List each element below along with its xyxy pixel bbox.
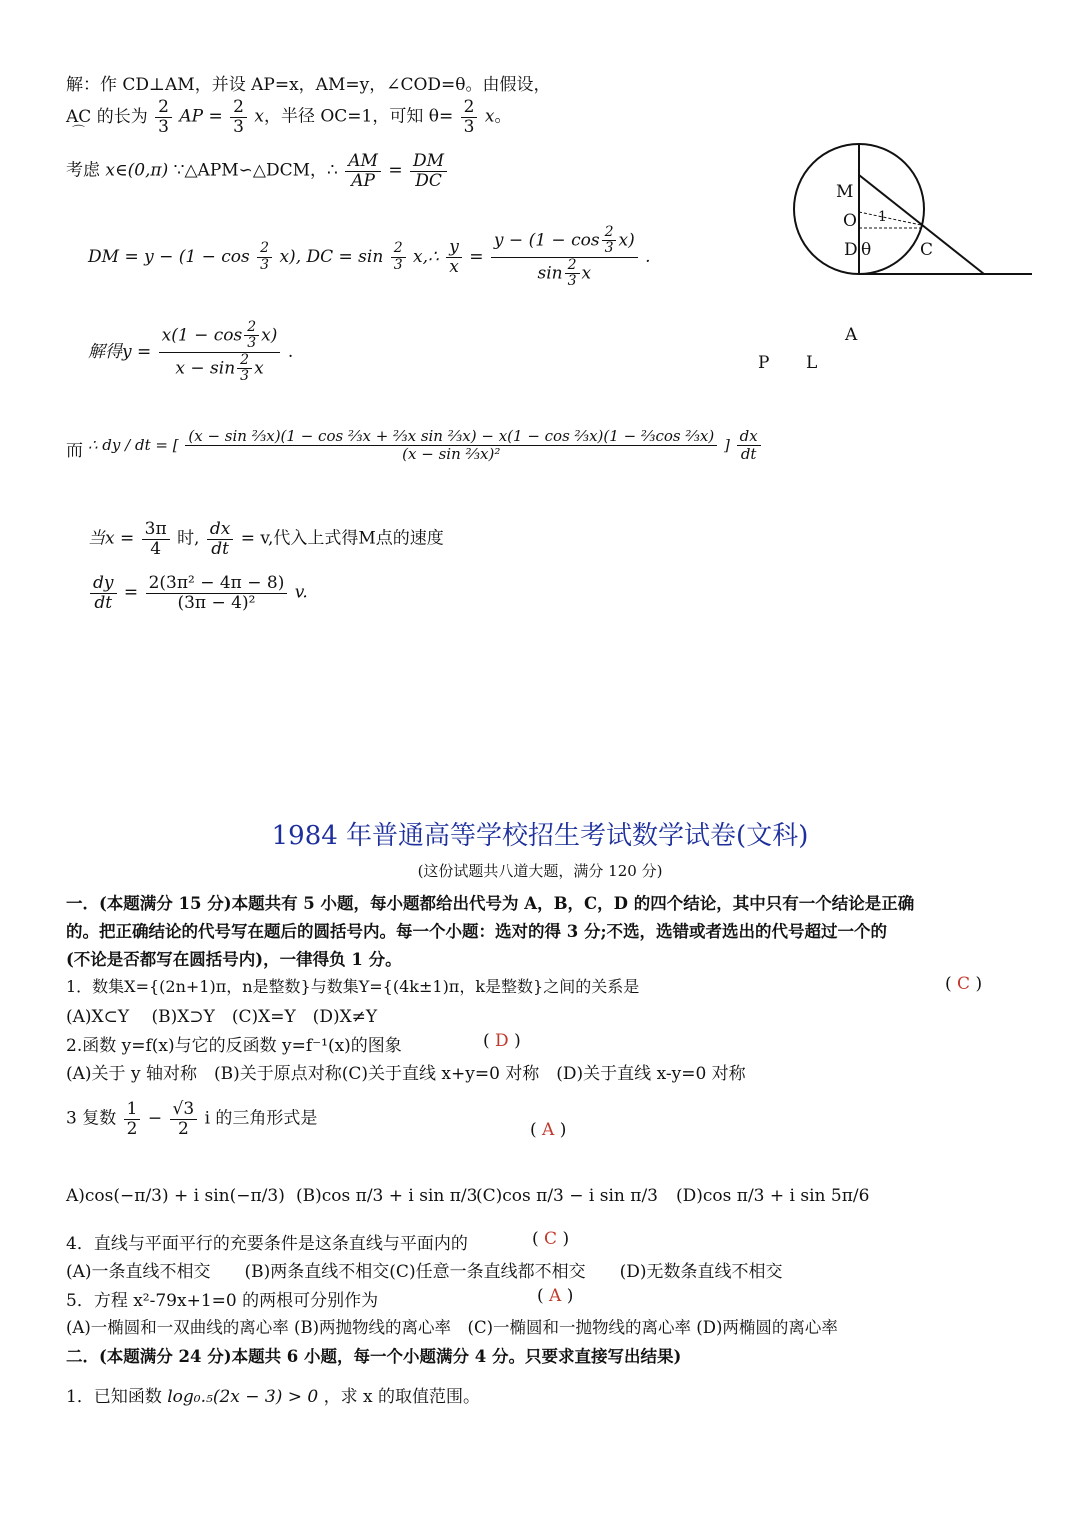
fraction: $\frac{2}{3}$	[565, 258, 580, 290]
fraction: $\frac{2}{3}$	[257, 241, 272, 273]
label-P: P	[758, 353, 770, 373]
solution-line-2: AC 的长为 ⌒ $\frac{2}{3}$ AP = $\frac{2}{3}$ x，半径 OC=1，可知 θ= $\frac{2}{3}$ x。	[66, 98, 511, 136]
fraction: $\frac{2}{3}$	[155, 98, 172, 136]
question-2: 2.函数 y=f(x)与它的反函数 y=f⁻¹(x)的图象	[66, 1036, 402, 1056]
label-A: A	[845, 325, 858, 345]
question-3-option-c: (C)cos π/3 − i sin π/3	[476, 1186, 658, 1206]
exam-title: 1984 年普通高等学校招生考试数学试卷(文科)	[271, 821, 809, 851]
section1-instructions-1: 一．(本题满分 15 分)本题共有 5 小题，每小题都给出代号为 A，B，C，D 的四个结论，其中只有一个结论是正确	[66, 894, 915, 913]
fraction: $\frac{dy}{dt}$	[90, 574, 117, 612]
question-4: 4．直线与平面平行的充要条件是这条直线与平面内的	[66, 1234, 468, 1254]
question-5: 5．方程 x²-79x+1=0 的两根可分别作为	[66, 1291, 379, 1311]
question-3-option-a: A)cos(−π/3) + i sin(−π/3)	[66, 1186, 285, 1206]
fraction: $\frac{dx}{dt}$	[207, 520, 233, 558]
question-4-options: (A)一条直线不相交 (B)两条直线不相交(C)任意一条直线都不相交 (D)无数条直线不相交	[66, 1262, 783, 1282]
label-theta: θ	[861, 240, 872, 260]
label-D: D	[844, 240, 858, 260]
fraction: $\frac{dx}{dt}$	[737, 428, 761, 462]
solution-line-1: 解：作 CD⊥AM，并设 AP=x，AM=y，∠COD=θ。由假设，	[66, 75, 551, 95]
fraction: $\frac{AM}{AP}$	[345, 152, 381, 190]
geometry-figure	[780, 140, 1040, 290]
fraction: $\frac{3\pi}{4}$	[142, 520, 170, 558]
radius-oc	[859, 212, 921, 225]
fraction: $\frac{2}{3}$	[244, 320, 259, 352]
fraction: $\frac{2}{3}$	[230, 98, 247, 136]
solution-line-3: 考虑 x∈(0,π) ∵△APM∽△DCM，∴ $\frac{AM}{AP}$ = $\frac{DM}{DC}$	[66, 152, 449, 190]
solution-line-6: 而	[66, 441, 83, 461]
question-1-options: (A)X⊂Y (B)X⊃Y (C)X=Y (D)X≠Y	[66, 1007, 378, 1027]
label-C: C	[920, 240, 934, 260]
fraction: $\frac{DM}{DC}$	[410, 152, 447, 190]
solution-line-4: DM = y − (1 − cos $\frac{2}{3}$ x), DC = sin $\frac{2}{3}$ x,∴ $\frac{y}{x}$ = y − (1 − cos $\frac{2}{3}$ x) sin $\frac{2}{3}$ x .	[88, 224, 651, 290]
solution-line-9: $\frac{dy}{dt}$ = $\frac{\text{2(3π² − 4π − 8)}}{\text{(3π − 4)²}}$ v.	[88, 574, 308, 612]
question-1-answer: ( C )	[945, 974, 983, 994]
solution-line-5: 解得y = x(1 − cos $\frac{2}{3}$ x) x − sin $\frac{2}{3}$ x .	[88, 319, 294, 385]
label-O: O	[843, 211, 857, 231]
fraction: $\frac{y}{x}$	[446, 238, 462, 276]
fraction: $\frac{\text{2(3π² − 4π − 8)}}{\text{(3π − 4)²}}$	[146, 574, 288, 612]
question-5-answer: ( A )	[537, 1286, 574, 1306]
question-5-options: (A)一椭圆和一双曲线的离心率 (B)两抛物线的离心率 (C)一椭圆和一抛物线的离心率 (D)两椭圆的离心率	[66, 1318, 838, 1337]
label-M: M	[836, 182, 854, 202]
section1-instructions-3: (不论是否都写在圆括号内)，一律得负 1 分。	[66, 950, 402, 969]
fraction: $\frac{2}{3}$	[602, 225, 617, 257]
question-1: 1．数集X={(2n+1)π，n是整数}与数集Y={(4k±1)π，k是整数}之间的关系是	[66, 977, 640, 996]
fraction: $\frac{2}{3}$	[391, 241, 406, 273]
question-3-answer: ( A )	[530, 1120, 567, 1140]
solution-line-7: ∴ dy / dt = [ (x − sin ⅔x)(1 − cos ⅔x + ⅔x sin ⅔x) − x(1 − cos ⅔x)(1 − ⅔cos ⅔x) (x − sin ⅔x)² ] $\frac{dx}{dt}$	[88, 428, 763, 462]
arc-ac-text: AC 的长为 ⌒	[66, 107, 148, 127]
fraction: (x − sin ⅔x)(1 − cos ⅔x + ⅔x sin ⅔x) − x(1 − cos ⅔x)(1 − ⅔cos ⅔x) (x − sin ⅔x)²	[185, 428, 717, 462]
fraction: $\frac{√3}{2}$	[170, 1100, 198, 1138]
section1-instructions-2: 的。把正确结论的代号写在题后的圆括号内。每一个小题：选对的得 3 分;不选，选错或者选出的代号超过一个的	[66, 922, 888, 941]
question-4-answer: ( C )	[532, 1229, 570, 1249]
solution-line-8: 当x = $\frac{3\pi}{4}$ 时, $\frac{dx}{dt}$ = v,代入上式得M点的速度	[88, 519, 444, 559]
fraction: $\frac{2}{3}$	[237, 353, 252, 385]
question-3-option-b: (B)cos π/3 + i sin π/3	[296, 1186, 478, 1206]
question-2-options: (A)关于 y 轴对称 (B)关于原点对称(C)关于直线 x+y=0 对称 (D)关于直线 x-y=0 对称	[66, 1064, 746, 1084]
exam-subtitle: (这份试题共八道大题，满分 120 分)	[417, 862, 663, 880]
label-L: L	[806, 353, 818, 373]
fraction: y − (1 − cos $\frac{2}{3}$ x) sin $\frac{2}{3}$ x	[491, 225, 638, 290]
section2-instructions: 二．(本题满分 24 分)本题共 6 小题，每一个小题满分 4 分。只要求直接写出结果)	[66, 1347, 682, 1366]
section2-question-1: 1．已知函数 log₀.₅(2x − 3) > 0 ，求 x 的取值范围。	[66, 1387, 481, 1407]
question-3-option-d: (D)cos π/3 + i sin 5π/6	[676, 1186, 870, 1206]
question-2-answer: ( D )	[483, 1031, 521, 1051]
fraction: $\frac{1}{2}$	[124, 1100, 141, 1138]
fraction: x(1 − cos $\frac{2}{3}$ x) x − sin $\frac{2}{3}$ x	[159, 320, 281, 385]
question-3: 3 复数 $\frac{1}{2}$ − $\frac{√3}{2}$ i 的三角形式是	[66, 1099, 318, 1139]
label-one: 1	[878, 209, 887, 225]
fraction: $\frac{2}{3}$	[461, 98, 478, 136]
